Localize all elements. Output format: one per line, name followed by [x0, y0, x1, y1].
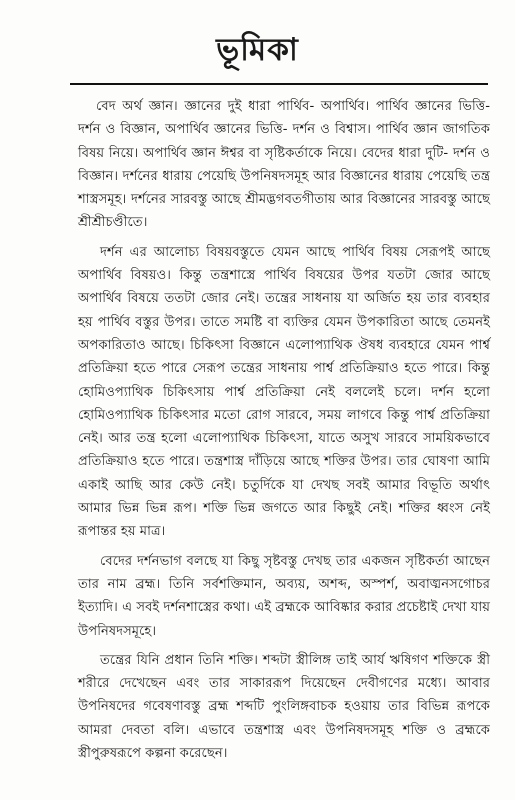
body-text — [78, 95, 490, 771]
page-title: ভূমিকা — [216, 32, 299, 68]
paragraph-3: বেদের দর্শনভাগ বলছে যা কিছু সৃষ্টবস্তু দেখছ তার একজন সৃষ্টিকর্তা আছেন তার নাম ব্রহ্ম। তিনি সর্বশক্তিমান, অব্যয়, অশব্দ, অস্পর্শ, অবাঙ্মনসগোচর ইত্যাদি। এ সবই দর্শনশাস্ত্রের কথা। এই ব্রহ্মকে আবিষ্কার করার প্রচেষ্টাই দেখা যায় উপনিষদসমূহে। — [78, 553, 490, 639]
title-divider — [70, 83, 488, 85]
paragraph-4: তন্ত্রের যিনি প্রধান তিনি শক্তি। শব্দটা স্ত্রীলিঙ্গ তাই আর্য ঋষিগণ শক্তিকে স্ত্রী শরীরে দেখেছেন এবং তার সাকাররূপ দিয়েছেন দেবীগণের মধ্যে। আবার উপনিষদের গবেষণাবস্তু ব্রহ্ম শব্দটি পুংলিঙ্গবাচক হওয়ায় তার বিভিন্ন রূপকে আমরা দেবতা বলি। এভাবে তন্ত্রশাস্ত্র এবং উপনিষদসমূহ শক্তি ও ব্রহ্মকে স্ত্রীপুরুষরূপে কল্পনা করেছেন। — [78, 652, 490, 762]
paragraph-2: দর্শন এর আলোচ্য বিষয়বস্তুতে যেমন আছে পার্থিব বিষয় সেরূপই আছে অপার্থিব বিষয়ও। কিন্তু তন্ত্রশাস্ত্রে পার্থিব বিষয়ের উপর যতটা জোর আছে অপার্থিব বিষয়ে ততটা জোর নেই। তন্ত্রের সাধনায় যা অর্জিত হয় তার ব্যবহার হয় পার্থিব বস্তুর উপর। তাতে সমষ্টি বা ব্যক্তির যেমন উপকারিতা আছে তেমনই অপকারিতাও আছে। চিকিৎসা বিজ্ঞানে এলোপ্যাথিক ঔষধ ব্যবহারে যেমন পার্শ্ব প্রতিক্রিয়া হতে পারে সেরূপ তন্ত্রের সাধনায় পার্শ্ব প্রতিক্রিয়াও হতে পারে। কিন্তু হোমিওপ্যাথিক চিকিৎসায় পার্শ্ব প্রতিক্রিয়া নেই বললেই চলে। দর্শন হলো হোমিওপ্যাথিক চিকিৎসার মতো রোগ সারবে, সময় লাগবে কিন্তু পার্শ্ব প্রতিক্রিয়া নেই। আর তন্ত্র হলো এলোপ্যাথিক চিকিৎসা, যাতে অসুখ সারবে সাময়িকভাবে প্রতিক্রিয়াও হতে পারে। তন্ত্রশাস্ত্র দাঁড়িয়ে আছে শক্তির উপর। তার ঘোষণা আমি একাই আছি আর কেউ নেই। চতুর্দিকে যা দেখছ সবই আমার বিভূতি অর্থাৎ আমার ভিন্ন ভিন্ন রূপ। শক্তি ভিন্ন জগতে আর কিছুই নেই। শক্তির ধ্বংস নেই রূপান্তর হয় মাত্র। — [78, 244, 490, 540]
paragraph-1: বেদ অর্থ জ্ঞান। জ্ঞানের দুই ধারা পার্থিব- অপার্থিব। পার্থিব জ্ঞানের ভিত্তি- দর্শন ও বিজ্ঞান, অপার্থিব জ্ঞানের ভিত্তি- দর্শন ও বিশ্বাস। পার্থিব জ্ঞান জাগতিক বিষয় নিয়ে। অপার্থিব জ্ঞান ঈশ্বর বা সৃষ্টিকর্তাকে নিয়ে। বেদের ধারা দুটি- দর্শন ও বিজ্ঞান। দর্শনের ধারায় পেয়েছি উপনিষদসমূহ আর বিজ্ঞানের ধারায় পেয়েছি তন্ত্র শাস্ত্রসমূহ। দর্শনের সারবস্তু আছে শ্রীমদ্ভগবতগীতায় আর বিজ্ঞানের সারবস্তু আছে শ্রীশ্রীচণ্ডীতে। — [78, 99, 490, 231]
